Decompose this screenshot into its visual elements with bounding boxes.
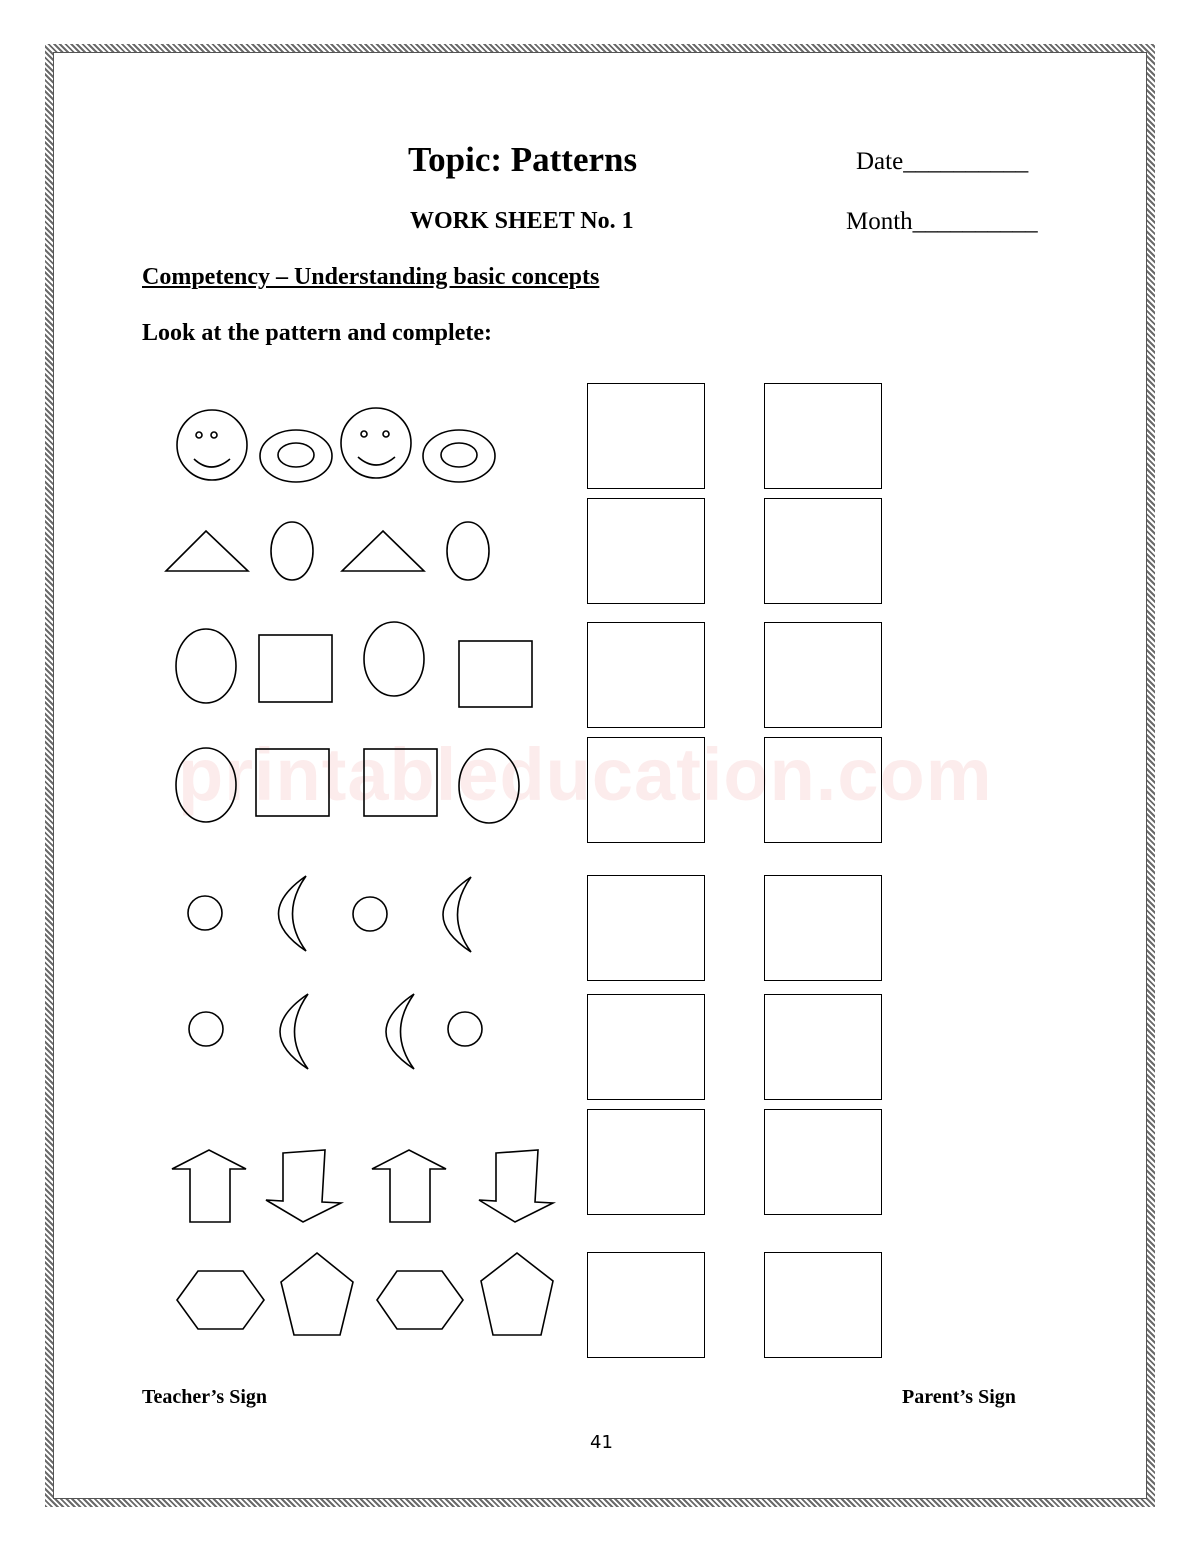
teacher-sign-label: Teacher’s Sign	[142, 1386, 267, 1408]
worksheet-number: WORK SHEET No. 1	[410, 208, 634, 234]
page-title: Topic: Patterns	[408, 140, 638, 179]
oval-icon	[364, 622, 424, 696]
circle-icon	[448, 1012, 482, 1046]
row-6-pattern	[189, 994, 482, 1069]
square-icon	[256, 749, 329, 816]
smiley-face-icon	[177, 410, 247, 480]
parent-sign-label: Parent’s Sign	[902, 1386, 1016, 1408]
answer-box[interactable]	[587, 498, 705, 604]
answer-box[interactable]	[764, 994, 882, 1100]
oval-icon	[271, 522, 313, 580]
row-4-pattern	[176, 748, 519, 823]
row-2-pattern	[166, 522, 489, 580]
answer-box[interactable]	[764, 875, 882, 981]
answer-box[interactable]	[587, 1252, 705, 1358]
row-8-pattern	[177, 1253, 553, 1335]
crescent-icon	[279, 876, 307, 951]
down-arrow-icon	[479, 1150, 553, 1222]
page-number: 41	[590, 1432, 613, 1453]
crescent-icon	[386, 994, 414, 1069]
row-1-pattern	[177, 408, 495, 482]
ring-oval-icon	[260, 430, 332, 482]
triangle-icon	[342, 531, 424, 571]
row-5-pattern	[188, 876, 471, 952]
pentagon-icon	[481, 1253, 553, 1335]
down-arrow-icon	[266, 1150, 341, 1222]
crescent-icon	[280, 994, 308, 1069]
circle-icon	[353, 897, 387, 931]
oval-icon	[176, 629, 236, 703]
month-field-label: Month__________	[846, 208, 1038, 235]
watermark: printableducation.com	[178, 733, 993, 816]
square-icon	[364, 749, 437, 816]
row-7-pattern	[172, 1150, 553, 1222]
date-field-label: Date__________	[856, 148, 1029, 175]
oval-icon	[176, 748, 236, 822]
answer-box[interactable]	[764, 383, 882, 489]
smiley-face-icon	[341, 408, 411, 478]
answer-box[interactable]	[587, 994, 705, 1100]
answer-box[interactable]	[587, 875, 705, 981]
answer-box[interactable]	[587, 737, 705, 843]
square-icon	[259, 635, 332, 702]
row-3-pattern	[176, 622, 532, 707]
pentagon-icon	[281, 1253, 353, 1335]
up-arrow-icon	[172, 1150, 246, 1222]
answer-box[interactable]	[587, 383, 705, 489]
circle-icon	[188, 896, 222, 930]
up-arrow-icon	[372, 1150, 446, 1222]
competency-heading: Competency – Understanding basic concepts	[142, 264, 600, 290]
ring-oval-icon	[423, 430, 495, 482]
answer-box[interactable]	[587, 622, 705, 728]
instruction-text: Look at the pattern and complete:	[142, 320, 492, 346]
hexagon-icon	[177, 1271, 264, 1329]
answer-box[interactable]	[764, 737, 882, 843]
square-icon	[459, 641, 532, 707]
oval-icon	[447, 522, 489, 580]
triangle-icon	[166, 531, 248, 571]
answer-box[interactable]	[587, 1109, 705, 1215]
crescent-icon	[443, 877, 471, 952]
answer-box[interactable]	[764, 1109, 882, 1215]
answer-box[interactable]	[764, 498, 882, 604]
answer-box[interactable]	[764, 622, 882, 728]
circle-icon	[189, 1012, 223, 1046]
answer-box[interactable]	[764, 1252, 882, 1358]
oval-icon	[459, 749, 519, 823]
hexagon-icon	[377, 1271, 463, 1329]
